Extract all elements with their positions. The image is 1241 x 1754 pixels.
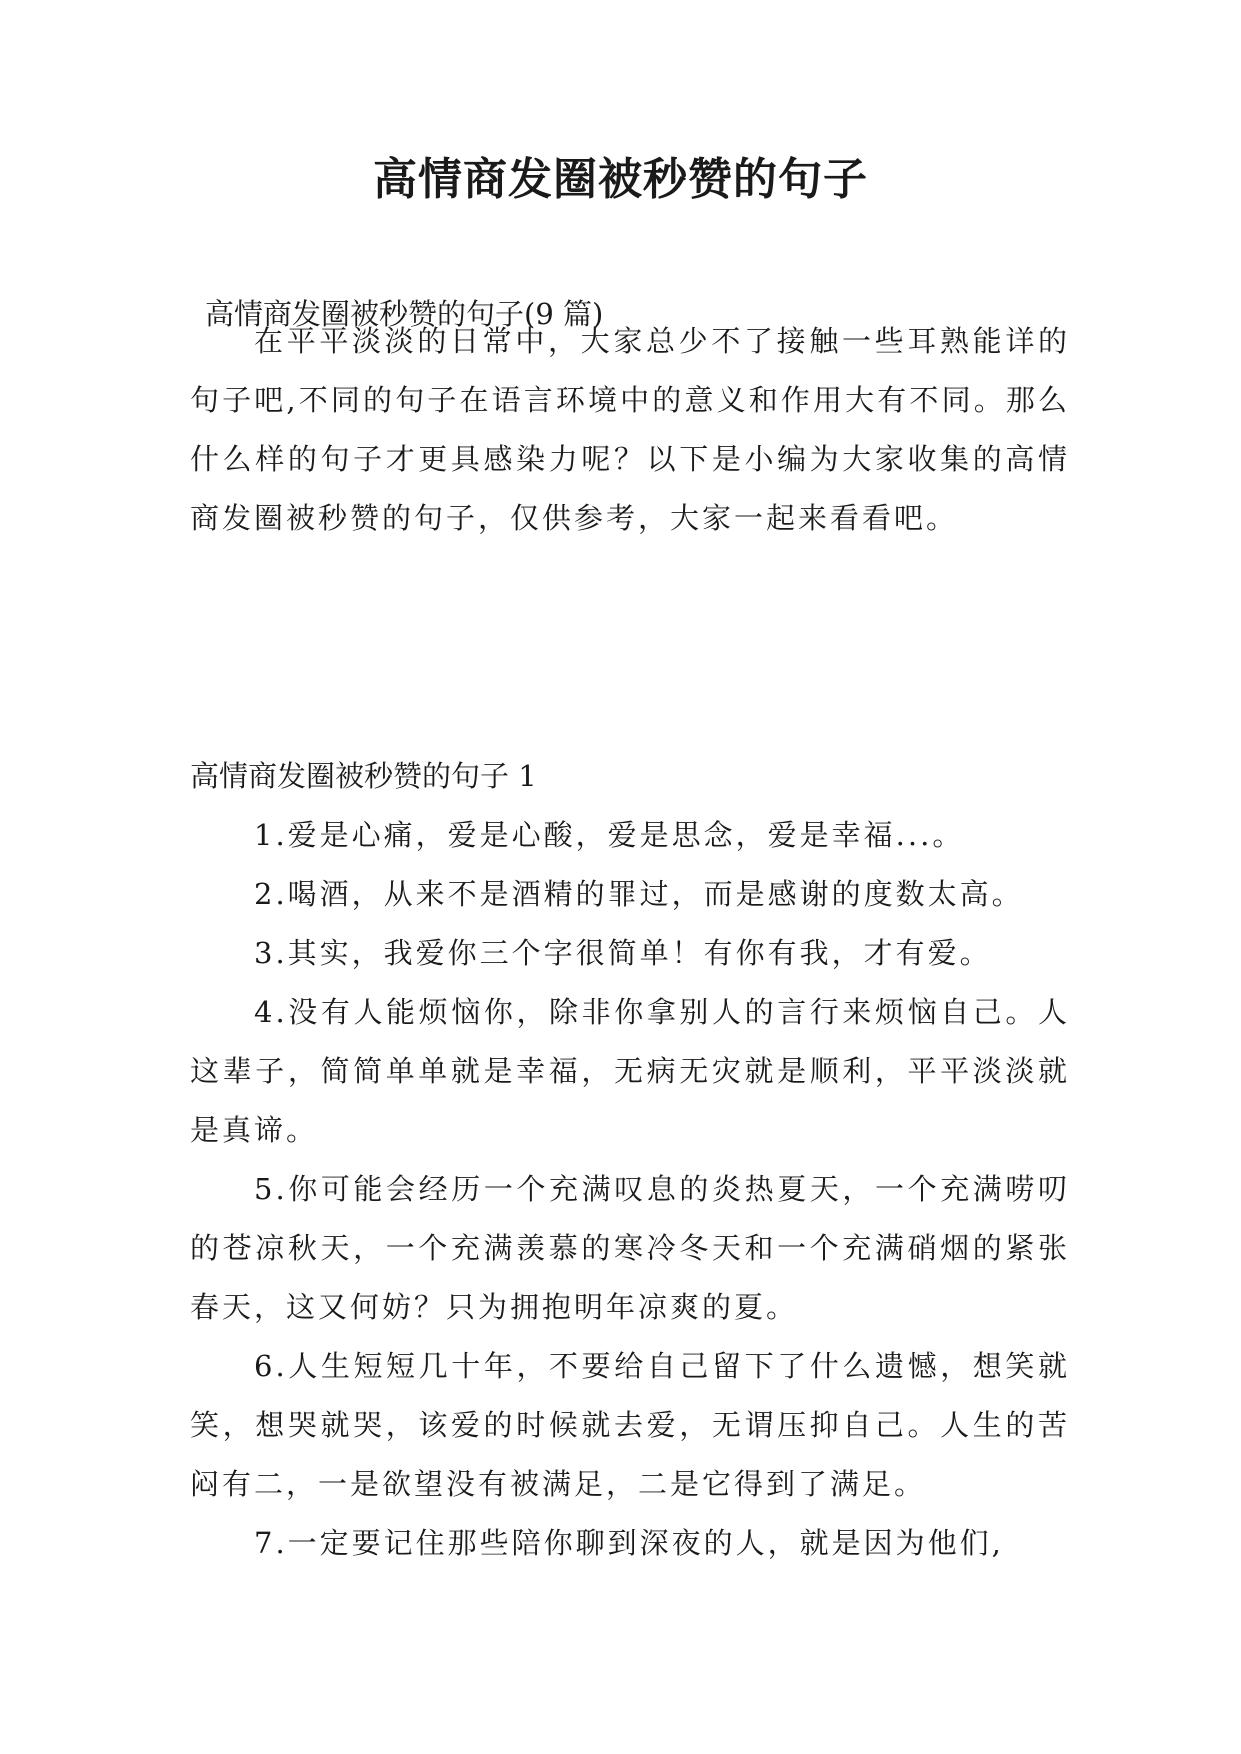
list-item-7: 7.一定要记住那些陪你聊到深夜的人，就是因为他们, xyxy=(254,1526,1004,1560)
document-title: 高情商发圈被秒赞的句子 xyxy=(373,154,868,205)
intro-paragraph: 在平平淡淡的日常中，大家总少不了接触一些耳熟能详的句子吧,不同的句子在语言环境中的意义和作用大有不同。那么什么样的句子才更具感染力呢？以下是小编为大家收集的高情商发圈被秒赞的句子，仅供参考，大家一起来看看吧。 xyxy=(190,324,1070,535)
list-item-2: 2.喝酒，从来不是酒精的罪过，而是感谢的度数太高。 xyxy=(254,877,1024,911)
document-subtitle: 高情商发圈被秒赞的句子(9 篇) xyxy=(205,297,604,331)
list-item-6: 6.人生短短几十年，不要给自己留下了什么遗憾，想笑就笑，想哭就哭，该爱的时候就去爱，无谓压抑自己。人生的苦闷有二，一是欲望没有被满足，二是它得到了满足。 xyxy=(190,1349,1070,1501)
list-item-1: 1.爱是心痛，爱是心酸，爱是思念，爱是幸福...。 xyxy=(254,818,965,852)
list-item-3: 3.其实，我爱你三个字很简单！有你有我，才有爱。 xyxy=(254,936,992,970)
list-item-4: 4.没有人能烦恼你，除非你拿别人的言行来烦恼自己。人这辈子，简简单单就是幸福，无病无灾就是顺利，平平淡淡就是真谛。 xyxy=(190,995,1070,1147)
section-heading: 高情商发圈被秒赞的句子 1 xyxy=(190,759,537,793)
list-item-5: 5.你可能会经历一个充满叹息的炎热夏天，一个充满唠叨的苍凉秋天，一个充满羡慕的寒冷冬天和一个充满硝烟的紧张春天，这又何妨？只为拥抱明年凉爽的夏。 xyxy=(190,1172,1070,1324)
